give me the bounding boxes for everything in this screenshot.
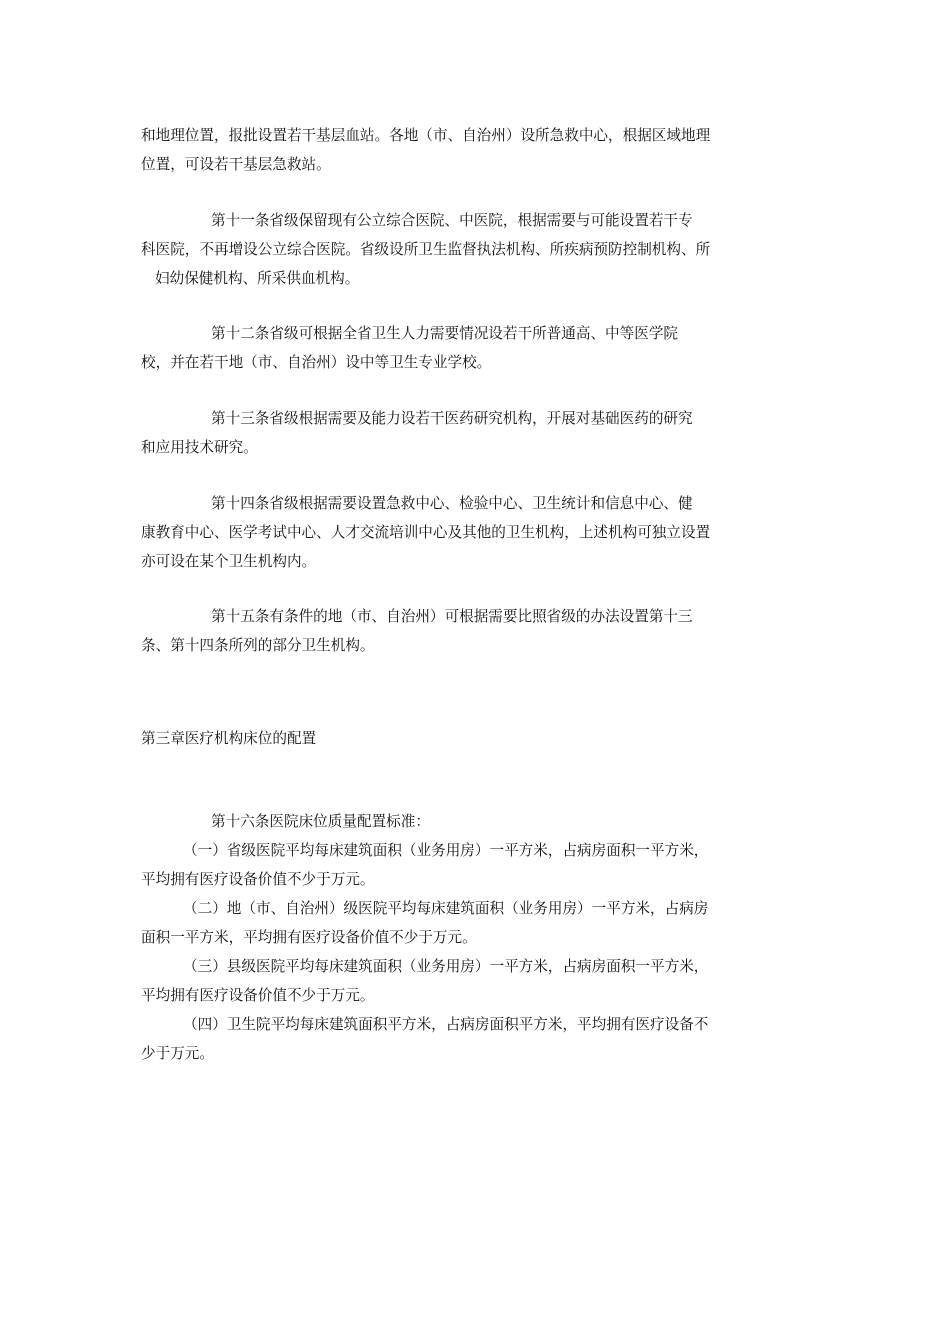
- article-10-line-2: 位置，可设若干基层急救站。: [141, 156, 331, 173]
- article-15-line-2: 条、第十四条所列的部分卫生机构。: [141, 637, 375, 654]
- article-16-item-1-line-1: （一）省级医院平均每床建筑面积（业务用房）一平方米，占病房面积一平方米，: [183, 842, 709, 859]
- article-11-line-2: 科医院，不再增设公立综合医院。省级设所卫生监督执法机构、所疾病预防控制机构、所: [141, 241, 711, 258]
- article-16-item-4-line-1: （四）卫生院平均每床建筑面积平方米，占病房面积平方米，平均拥有医疗设备不: [183, 1016, 709, 1033]
- article-16-item-4-line-2: 少于万元。: [141, 1045, 214, 1062]
- article-16-intro: 第十六条医院床位质量配置标准：: [211, 813, 430, 830]
- article-14-line-1: 第十四条省级根据需要设置急救中心、检验中心、卫生统计和信息中心、健: [211, 495, 693, 512]
- article-16-item-3-line-1: （三）县级医院平均每床建筑面积（业务用房）一平方米，占病房面积一平方米，: [183, 958, 709, 975]
- article-10-line-1: 和地理位置，报批设置若干基层血站。各地（市、自治州）设所急救中心，根据区域地理: [141, 127, 711, 144]
- article-16-item-1-line-2: 平均拥有医疗设备价值不少于万元。: [141, 871, 375, 888]
- article-12-line-1: 第十二条省级可根据全省卫生人力需要情况设若干所普通高、中等医学院: [211, 325, 679, 342]
- article-14-line-3: 亦可设在某个卫生机构内。: [141, 553, 317, 570]
- article-11-line-1: 第十一条省级保留现有公立综合医院、中医院，根据需要与可能设置若干专: [211, 212, 693, 229]
- article-16-item-2-line-1: （二）地（市、自治州）级医院平均每床建筑面积（业务用房）一平方米，占病房: [183, 900, 709, 917]
- article-12-line-2: 校，并在若干地（市、自治州）设中等卫生专业学校。: [141, 354, 492, 371]
- article-15-line-1: 第十五条有条件的地（市、自治州）可根据需要比照省级的办法设置第十三: [211, 608, 693, 625]
- chapter-heading: 第三章医疗机构床位的配置: [141, 730, 317, 747]
- article-11-line-3: 妇幼保健机构、所采供血机构。: [155, 270, 360, 287]
- article-13-line-2: 和应用技术研究。: [141, 439, 258, 456]
- article-14-line-2: 康教育中心、医学考试中心、人才交流培训中心及其他的卫生机构，上述机构可独立设置: [141, 524, 711, 541]
- article-16-item-3-line-2: 平均拥有医疗设备价值不少于万元。: [141, 987, 375, 1004]
- article-16-item-2-line-2: 面积一平方米，平均拥有医疗设备价值不少于万元。: [141, 929, 477, 946]
- article-13-line-1: 第十三条省级根据需要及能力设若干医药研究机构，开展对基础医药的研究: [211, 410, 693, 427]
